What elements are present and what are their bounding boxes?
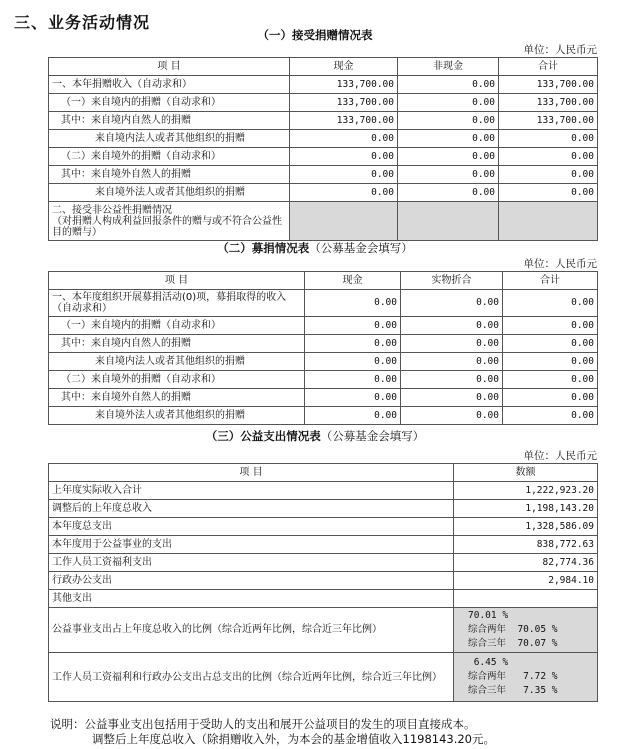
cell-noncash: 0.00: [398, 94, 499, 112]
ratio-value: 6.45 %: [468, 657, 509, 668]
cell-cash: 0.00: [290, 130, 398, 148]
table-row: [49, 554, 598, 572]
table-header-row: [49, 58, 598, 76]
col-header-total: 合计: [503, 272, 598, 290]
row-label: 公益事业支出占上年度总收入的比例（综合近两年比例，综合近三年比例）: [49, 608, 454, 653]
cell-cash: 0.00: [290, 148, 398, 166]
cell-total: 133,700.00: [499, 76, 598, 94]
public-welfare-expense-table: [48, 463, 598, 702]
col-header-cash: 现金: [290, 58, 398, 76]
col-header-inkind: 实物折合: [401, 272, 503, 290]
cell-amount: 2,984.10: [454, 572, 598, 590]
table-row: [49, 94, 598, 112]
cell-amount: 1,198,143.20: [454, 500, 598, 518]
cell-cash: 0.00: [305, 335, 401, 353]
row-label: 上年度实际收入合计: [49, 482, 454, 500]
cell-total: 0.00: [503, 389, 598, 407]
row-label: 本年度总支出: [49, 518, 454, 536]
table-row: [49, 290, 598, 317]
table-row: [49, 184, 598, 202]
row-label: 一、本年捐赠收入（自动求和）: [49, 76, 290, 94]
cell-amount: [454, 590, 598, 608]
table-row: [49, 371, 598, 389]
cell-cash: 0.00: [305, 389, 401, 407]
ratio-three-year: 综合三年 70.07 %: [468, 638, 558, 649]
row-label: （一）来自境内的捐赠（自动求和）: [49, 317, 305, 335]
col-header-cash: 现金: [305, 272, 401, 290]
cell-total: 0.00: [499, 130, 598, 148]
row-label: 行政办公支出: [49, 572, 454, 590]
table2-caption-sub: （公募基金会填写）: [309, 241, 413, 255]
cell-total: 0.00: [503, 371, 598, 389]
section-title: 三、业务活动情况: [14, 13, 151, 32]
cell-noncash-blank: [398, 202, 499, 241]
table-row: [49, 130, 598, 148]
table-row: [49, 536, 598, 554]
cell-inkind: 0.00: [401, 317, 503, 335]
cell-cash: 0.00: [305, 371, 401, 389]
table-row: [49, 112, 598, 130]
table-row: [49, 653, 598, 702]
cell-noncash: 0.00: [398, 148, 499, 166]
cell-noncash: 0.00: [398, 166, 499, 184]
ratio-cell: [454, 608, 598, 653]
cell-cash-blank: [290, 202, 398, 241]
table-row: [49, 482, 598, 500]
table-row: [49, 590, 598, 608]
table-row: [49, 608, 598, 653]
table3-unit: 单位：人民币元: [523, 450, 597, 462]
cell-inkind: 0.00: [401, 335, 503, 353]
cell-inkind: 0.00: [401, 407, 503, 425]
cell-total: 0.00: [503, 317, 598, 335]
table-row: [49, 317, 598, 335]
row-label: 其中：来自境外自然人的捐赠: [49, 389, 305, 407]
cell-cash: 0.00: [305, 290, 401, 317]
cell-cash: 133,700.00: [290, 112, 398, 130]
cell-cash: 133,700.00: [290, 94, 398, 112]
table-row: [49, 335, 598, 353]
cell-total: 0.00: [503, 335, 598, 353]
table-row: [49, 166, 598, 184]
table3-caption: [0, 428, 630, 444]
table2-unit: 单位：人民币元: [523, 258, 597, 270]
row-label: （一）来自境内的捐赠（自动求和）: [49, 94, 290, 112]
cell-inkind: 0.00: [401, 353, 503, 371]
table1-unit: 单位：人民币元: [523, 44, 597, 56]
cell-amount: 82,774.36: [454, 554, 598, 572]
cell-cash: 133,700.00: [290, 76, 398, 94]
cell-amount: 838,772.63: [454, 536, 598, 554]
row-label: 来自境内法人或者其他组织的捐赠: [49, 130, 290, 148]
row-label: 其中：来自境内自然人的捐赠: [49, 335, 305, 353]
cell-inkind: 0.00: [401, 389, 503, 407]
cell-total-blank: [499, 202, 598, 241]
table3-caption-main: （三）公益支出情况表: [205, 429, 321, 443]
cell-cash: 0.00: [290, 184, 398, 202]
ratio-two-year: 综合两年 70.05 %: [468, 624, 558, 635]
row-label: 本年度用于公益事业的支出: [49, 536, 454, 554]
table-row: [49, 389, 598, 407]
cell-total: 0.00: [499, 166, 598, 184]
cell-noncash: 0.00: [398, 76, 499, 94]
row-label: 调整后的上年度总收入: [49, 500, 454, 518]
col-header-total: 合计: [499, 58, 598, 76]
table2-caption-main: （二）募捐情况表: [217, 241, 310, 255]
cell-total: 0.00: [503, 353, 598, 371]
cell-amount: 1,328,586.09: [454, 518, 598, 536]
cell-total: 0.00: [499, 148, 598, 166]
ratio-value: 70.01 %: [468, 610, 509, 621]
table-row: [49, 572, 598, 590]
cell-noncash: 0.00: [398, 184, 499, 202]
fundraising-table: [48, 271, 598, 425]
col-header-item: 项 目: [49, 58, 290, 76]
table-row: [49, 518, 598, 536]
cell-cash: 0.00: [305, 317, 401, 335]
note-line-1: 说明：公益事业支出包括用于受助人的支出和展开公益项目的发生的项目直接成本。: [50, 717, 476, 731]
cell-total: 0.00: [503, 407, 598, 425]
cell-noncash: 0.00: [398, 112, 499, 130]
note-line-2: 调整后上年度总收入（除捐赠收入外，为本会的基金增值收入1198143.20元。: [92, 732, 496, 746]
ratio-two-year: 综合两年 7.72 %: [468, 671, 558, 682]
col-header-amount: 数额: [454, 464, 598, 482]
cell-noncash: 0.00: [398, 130, 499, 148]
row-label: 来自境内法人或者其他组织的捐赠: [49, 353, 305, 371]
ratio-three-year: 综合三年 7.35 %: [468, 685, 558, 696]
row-label: 其中：来自境内自然人的捐赠: [49, 112, 290, 130]
table-row: [49, 202, 598, 241]
col-header-item: 项 目: [49, 272, 305, 290]
row-label: （二）来自境外的捐赠（自动求和）: [49, 371, 305, 389]
table1-caption: （一）接受捐赠情况表: [257, 28, 373, 42]
table-header-row: [49, 272, 598, 290]
row-label: 来自境外法人或者其他组织的捐赠: [49, 184, 290, 202]
cell-cash: 0.00: [305, 353, 401, 371]
cell-inkind: 0.00: [401, 371, 503, 389]
row-label: （二）来自境外的捐赠（自动求和）: [49, 148, 290, 166]
table-row: [49, 76, 598, 94]
cell-total: 133,700.00: [499, 94, 598, 112]
table3-caption-sub: （公募基金会填写）: [320, 429, 425, 443]
col-header-noncash: 非现金: [398, 58, 499, 76]
table-row: [49, 500, 598, 518]
table-row: [49, 148, 598, 166]
cell-cash: 0.00: [305, 407, 401, 425]
table2-caption: [0, 240, 630, 256]
cell-inkind: 0.00: [401, 290, 503, 317]
cell-total: 0.00: [503, 290, 598, 317]
donation-table: [48, 57, 598, 241]
row-label: 工作人员工资福利和行政办公支出占总支出的比例（综合近两年比例，综合近三年比例）: [49, 653, 454, 702]
table-row: [49, 407, 598, 425]
row-label: 其中：来自境外自然人的捐赠: [49, 166, 290, 184]
table-row: [49, 353, 598, 371]
row-label: 工作人员工资福利支出: [49, 554, 454, 572]
ratio-cell: [454, 653, 598, 702]
col-header-item: 项 目: [49, 464, 454, 482]
table-header-row: [49, 464, 598, 482]
cell-cash: 0.00: [290, 166, 398, 184]
row-label: 其他支出: [49, 590, 454, 608]
cell-total: 133,700.00: [499, 112, 598, 130]
row-label-nonpublic: 二、接受非公益性捐赠情况 （对捐赠人构成利益回报条件的赠与或不符合公益性目的赠与）: [49, 202, 290, 241]
cell-amount: 1,222,923.20: [454, 482, 598, 500]
cell-total: 0.00: [499, 184, 598, 202]
row-label: 一、本年度组织开展募捐活动(0)项，募捐取得的收入（自动求和）: [49, 290, 305, 317]
row-label: 来自境外法人或者其他组织的捐赠: [49, 407, 305, 425]
